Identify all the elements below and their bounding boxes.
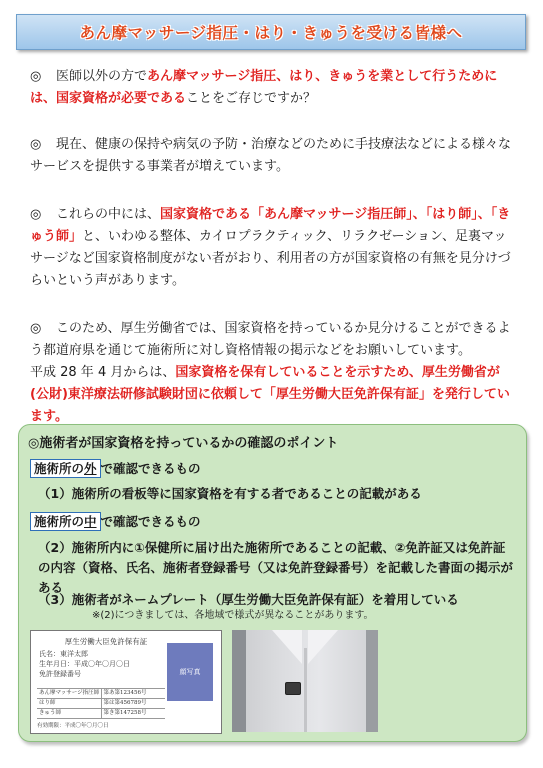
nameplate-wearing-photo — [232, 630, 378, 732]
page-title-banner — [16, 14, 526, 50]
photo-edge — [366, 630, 378, 732]
certificate-name: 氏名：東洋太郎 — [39, 650, 88, 658]
table-row — [37, 689, 165, 699]
inside-label-b: 中 — [84, 514, 97, 529]
p4-line1: このため、厚生労働省では、国家資格を持っているか見分けることができるよう都道府県を通じて施術所に対し資格情報の掲示などをお願いしています。 — [30, 321, 511, 358]
bullet: ◎ — [30, 137, 42, 152]
region-note: ※(2)につきましては、各地域で様式が異なることがあります。 — [92, 610, 374, 621]
license-number: 第は第456789号 — [101, 699, 166, 708]
inside-label-tail: で確認できるもの — [100, 514, 201, 529]
certificate-valid-until: 有効期限：平成〇年〇月〇日 — [37, 723, 109, 729]
license-type: はり師 — [39, 700, 56, 706]
p1-emphasis: あん摩マッサージ指圧、はり、きゅうを業として行うためには、国家資格が必要である — [30, 69, 498, 106]
outside-label-b: 外 — [84, 461, 97, 476]
p3-post: と、いわゆる整体、カイロプラクティック、リラクゼーション、足裏マッサージなど国家資格制度がない者がおり、利用者の方が国家資格の有無を見分けづらいという声があります。 — [30, 229, 511, 288]
license-number: 第あ第123456号 — [101, 689, 166, 698]
p3-emphasis: 国家資格である「あん摩マッサージ指圧師」、「はり師」、「きゅう師」 — [30, 207, 511, 244]
paragraph-3 — [30, 204, 516, 292]
p2-text: 現在、健康の保持や病気の予防・治療などのために手技療法などによる様々なサービスを提供する事業者が増えています。 — [30, 137, 512, 174]
certificate-license-table — [37, 688, 165, 719]
check-item-3: （3）施術者がネームプレート（厚生労働大臣免許保有証）を着用している — [38, 592, 459, 607]
inside-check-label — [30, 512, 201, 530]
shirt-collar — [272, 630, 302, 664]
p4-pre: 平成 28 年 4 月からは、 — [30, 365, 176, 380]
check-item-1: （1）施術所の看板等に国家資格を有する者であることの記載がある — [38, 486, 422, 501]
paragraph-4 — [30, 318, 516, 428]
outside-label-tail: で確認できるもの — [100, 461, 201, 476]
nameplate-badge-icon — [285, 682, 301, 695]
certificate-title: 厚生労働大臣免許保有証 — [64, 637, 148, 646]
check-item-2: （2）施術所内に①保健所に届け出た施術所であることの記載、②免許証又は免許証の内容（資格、氏名、施術者登録番号（又は免許登録番号）を記載した書面の掲示がある — [38, 540, 514, 595]
table-row — [37, 699, 165, 709]
paragraph-2 — [30, 134, 516, 178]
inside-label-a: 施術所の — [34, 514, 85, 529]
p3-pre: これらの中には、 — [56, 207, 161, 222]
p1-pre: 医師以外の方で — [56, 69, 148, 84]
bullet: ◎ — [30, 207, 42, 222]
p4-emphasis: 国家資格を保有していることを示すため、厚生労働省が(公財)東洋療法研修試験財団に依頼して「厚生労働大臣免許保有証」を発行しています。 — [30, 365, 510, 424]
photo-label: 顔写真 — [179, 668, 201, 676]
license-type: あん摩マッサージ指圧師 — [39, 690, 100, 696]
page-title: あん摩マッサージ指圧・はり・きゅうを受ける皆様へ — [79, 24, 463, 42]
bullet: ◎ — [30, 321, 42, 336]
outside-check-label — [30, 459, 201, 477]
p1-post: ことをご存じですか？ — [186, 91, 317, 106]
table-row — [37, 709, 165, 719]
certificate-photo-placeholder — [167, 643, 213, 701]
shirt-placket — [304, 648, 307, 732]
paragraph-1 — [30, 66, 516, 110]
check-points-heading: ◎施術者が国家資格を持っているかの確認のポイント — [28, 436, 339, 451]
inside-frame — [30, 512, 101, 531]
license-number: 第き第147258号 — [101, 709, 166, 718]
shirt-collar — [308, 630, 338, 664]
license-type: きゅう師 — [39, 710, 62, 716]
bullet: ◎ — [30, 69, 42, 84]
outside-frame — [30, 459, 101, 478]
photo-edge — [232, 630, 246, 732]
certificate-reg-label: 免許登録番号 — [39, 670, 81, 678]
certificate-birth: 生年月日：平成〇年〇月〇日 — [39, 660, 130, 668]
license-certificate-sample — [30, 630, 222, 734]
outside-label-a: 施術所の — [34, 461, 85, 476]
